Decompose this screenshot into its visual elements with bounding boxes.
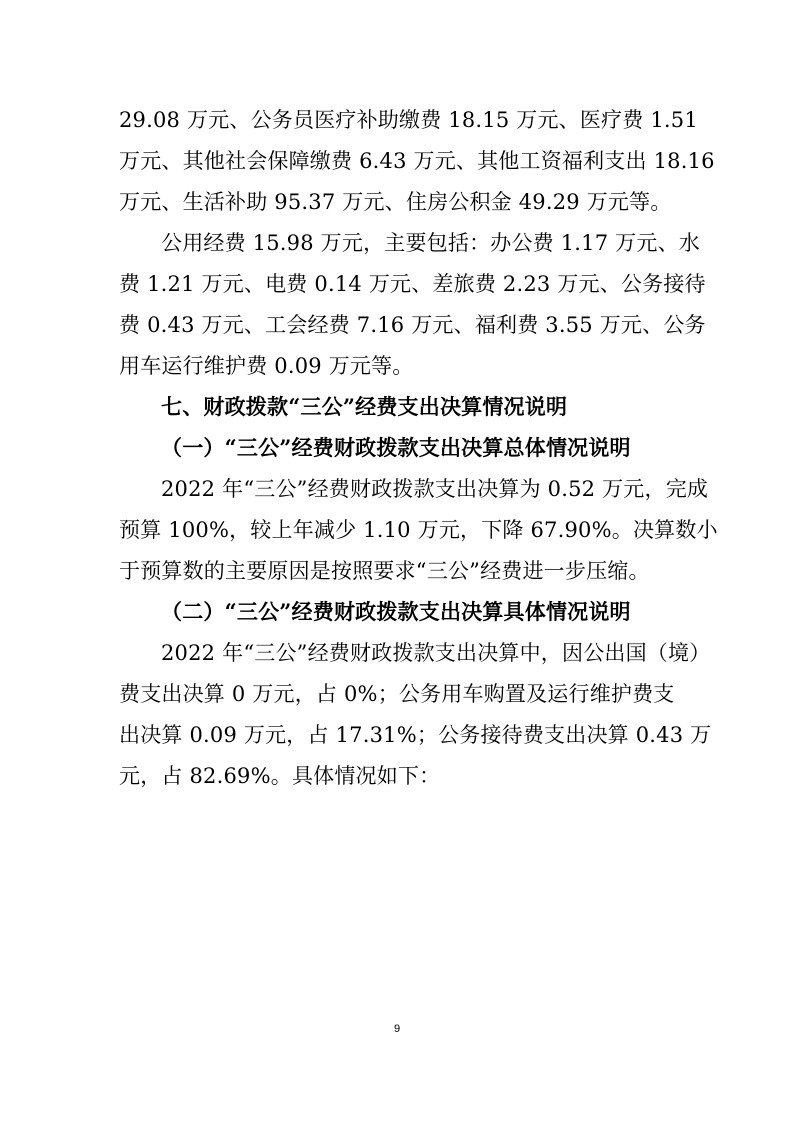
paragraph-start-line: 2022 年“三公”经费财政拨款支出决算中，因公出国（境）	[161, 641, 711, 665]
section-heading: 七、财政拨款“三公”经费支出决算情况说明	[161, 394, 568, 419]
body-text-line: 费 1.21 万元、电费 0.14 万元、差旅费 2.23 万元、公务接待	[119, 272, 706, 296]
body-text-line: 元，占 82.69%。具体情况如下：	[119, 764, 441, 788]
body-text-line: 万元、其他社会保障缴费 6.43 万元、其他工资福利支出 18.16	[119, 149, 715, 173]
body-text-line: 费 0.43 万元、工会经费 7.16 万元、福利费 3.55 万元、公务	[119, 313, 706, 337]
body-text-line: 费支出决算 0 万元，占 0%；公务用车购置及运行维护费支	[119, 682, 675, 706]
paragraph-start-line: 公用经费 15.98 万元，主要包括：办公费 1.17 万元、水	[161, 231, 700, 255]
body-text-line: 于预算数的主要原因是按照要求“三公”经费进一步压缩。	[119, 559, 650, 583]
body-text-line: 万元、生活补助 95.37 万元、住房公积金 49.29 万元等。	[119, 190, 672, 214]
subsection-heading: （二）“三公”经费财政拨款支出决算具体情况说明	[161, 599, 631, 624]
paragraph-start-line: 2022 年“三公”经费财政拨款支出决算为 0.52 万元，完成	[161, 477, 709, 501]
subsection-heading: （一）“三公”经费财政拨款支出决算总体情况说明	[161, 435, 631, 460]
body-text-line: 29.08 万元、公务员医疗补助缴费 18.15 万元、医疗费 1.51	[119, 108, 698, 132]
body-text-line: 出决算 0.09 万元，占 17.31%；公务接待费支出决算 0.43 万	[119, 723, 712, 747]
body-text-line: 预算 100%，较上年减少 1.10 万元，下降 67.90%。决算数小	[119, 518, 718, 542]
body-text-line: 用车运行维护费 0.09 万元等。	[119, 354, 414, 378]
page-number: 9	[393, 1023, 401, 1035]
